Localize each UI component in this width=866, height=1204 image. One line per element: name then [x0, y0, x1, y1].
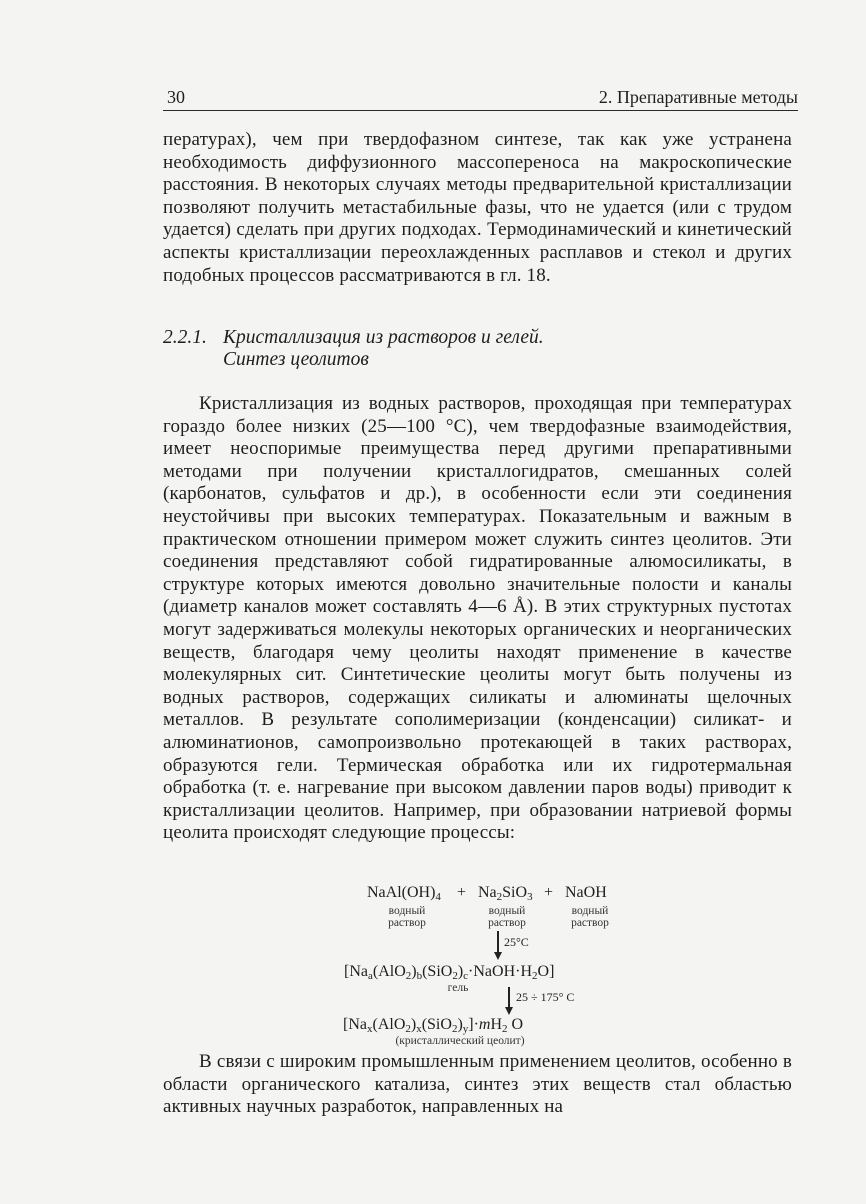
reaction-arrow: [497, 931, 499, 953]
arrow-head: [505, 1007, 513, 1015]
product-formula: $[Na_x(AlO_2)_x(SiO_2)_y]\cdot mH_2$ O: [343, 1016, 524, 1035]
gel-label: гель: [447, 982, 469, 994]
product-label: (кристаллический цеолит): [395, 1035, 525, 1047]
section-heading: [163, 327, 792, 371]
reactant-sodium-hydroxide: NaOH: [565, 884, 607, 901]
body-paragraph: В связи с широким промышленным применением цеолитов, особенно в области органического катализа, синтез этих веществ стал областью активных научных разработок, направленных на: [163, 1051, 792, 1118]
reactant-sodium-silicate: $Na_2SiO_3$: [478, 884, 533, 903]
aqueous-label: водный раствор: [388, 905, 426, 929]
step-1-temperature: 25°C: [504, 935, 529, 949]
running-head: [163, 86, 798, 111]
arrow-head: [494, 952, 502, 960]
step-2-temperature: 25 ÷ 175° C: [516, 990, 575, 1004]
gel-formula: $[Na_a(AlO_2)_b(SiO_2)_c\cdot NaOH\cdot H_2O]$: [344, 963, 555, 982]
reactant-sodium-aluminate: $NaAl(OH)_4$: [367, 884, 441, 903]
plus-sign: +: [457, 884, 467, 901]
section-title-line-1: Кристаллизация из растворов и гелей.: [223, 327, 544, 348]
chapter-title: 2. Препаративные методы: [598, 87, 798, 107]
aqueous-label: водный раствор: [488, 905, 526, 929]
body-paragraph: Кристаллизация из водных растворов, проходящая при температурах гораздо более низких (25—100 °С), чем твердофазные взаимодействия, имеет неоспоримые преимущества перед другими препаративными методами при получении кристаллогидратов, смешанных солей (карбонатов, сульфатов и др.), в особенности если эти соединения неустойчивы при высоких температурах. Показательным и важным в практическом отношении примером может служить синтез цеолитов. Эти соединения представляют собой гидратированные алюмосиликаты, в структуре которых имеются довольно значительные полости и каналы (диаметр каналов может составлять 4—6 Å). В этих структурных пустотах могут задерживаться молекулы некоторых органических и неорганических веществ, благодаря чему цеолиты находят применение в качестве молекулярных сит. Синтетические цеолиты могут быть получены из водных растворов, содержащих силикаты и алюминаты щелочных металлов. В результате сополимеризации (конденсации) силикат- и алюминатионов, самопроизвольно протекающей в таких растворах, образуются гели. Термическая обработка или их гидротермальная обработка (т. е. нагревание при высоком давлении паров воды) приводит к кристаллизации цеолитов. Например, при образовании натриевой формы цеолита происходят следующие процессы:: [163, 393, 792, 844]
page-number: 30: [167, 87, 185, 107]
paragraph-continued: пературах), чем при твердофазном синтезе, так как уже устранена необходимость диффузионного массопереноса на макроскопические расстояния. В некоторых случаях методы предварительной кристаллизации позволяют получить метастабильные фазы, что не удается (или с трудом удается) сделать при других подходах. Термодинамический и кинетический аспекты кристаллизации переохлажденных расплавов и стекол и других подобных процессов рассматриваются в гл. 18.: [163, 129, 792, 286]
reaction-arrow: [508, 987, 510, 1009]
reaction-scheme: [300, 884, 660, 1049]
plus-sign: +: [544, 884, 554, 901]
section-number: 2.2.1.: [163, 327, 207, 348]
aqueous-label: водный раствор: [571, 905, 609, 929]
section-title-line-2: Синтез цеолитов: [223, 349, 369, 370]
